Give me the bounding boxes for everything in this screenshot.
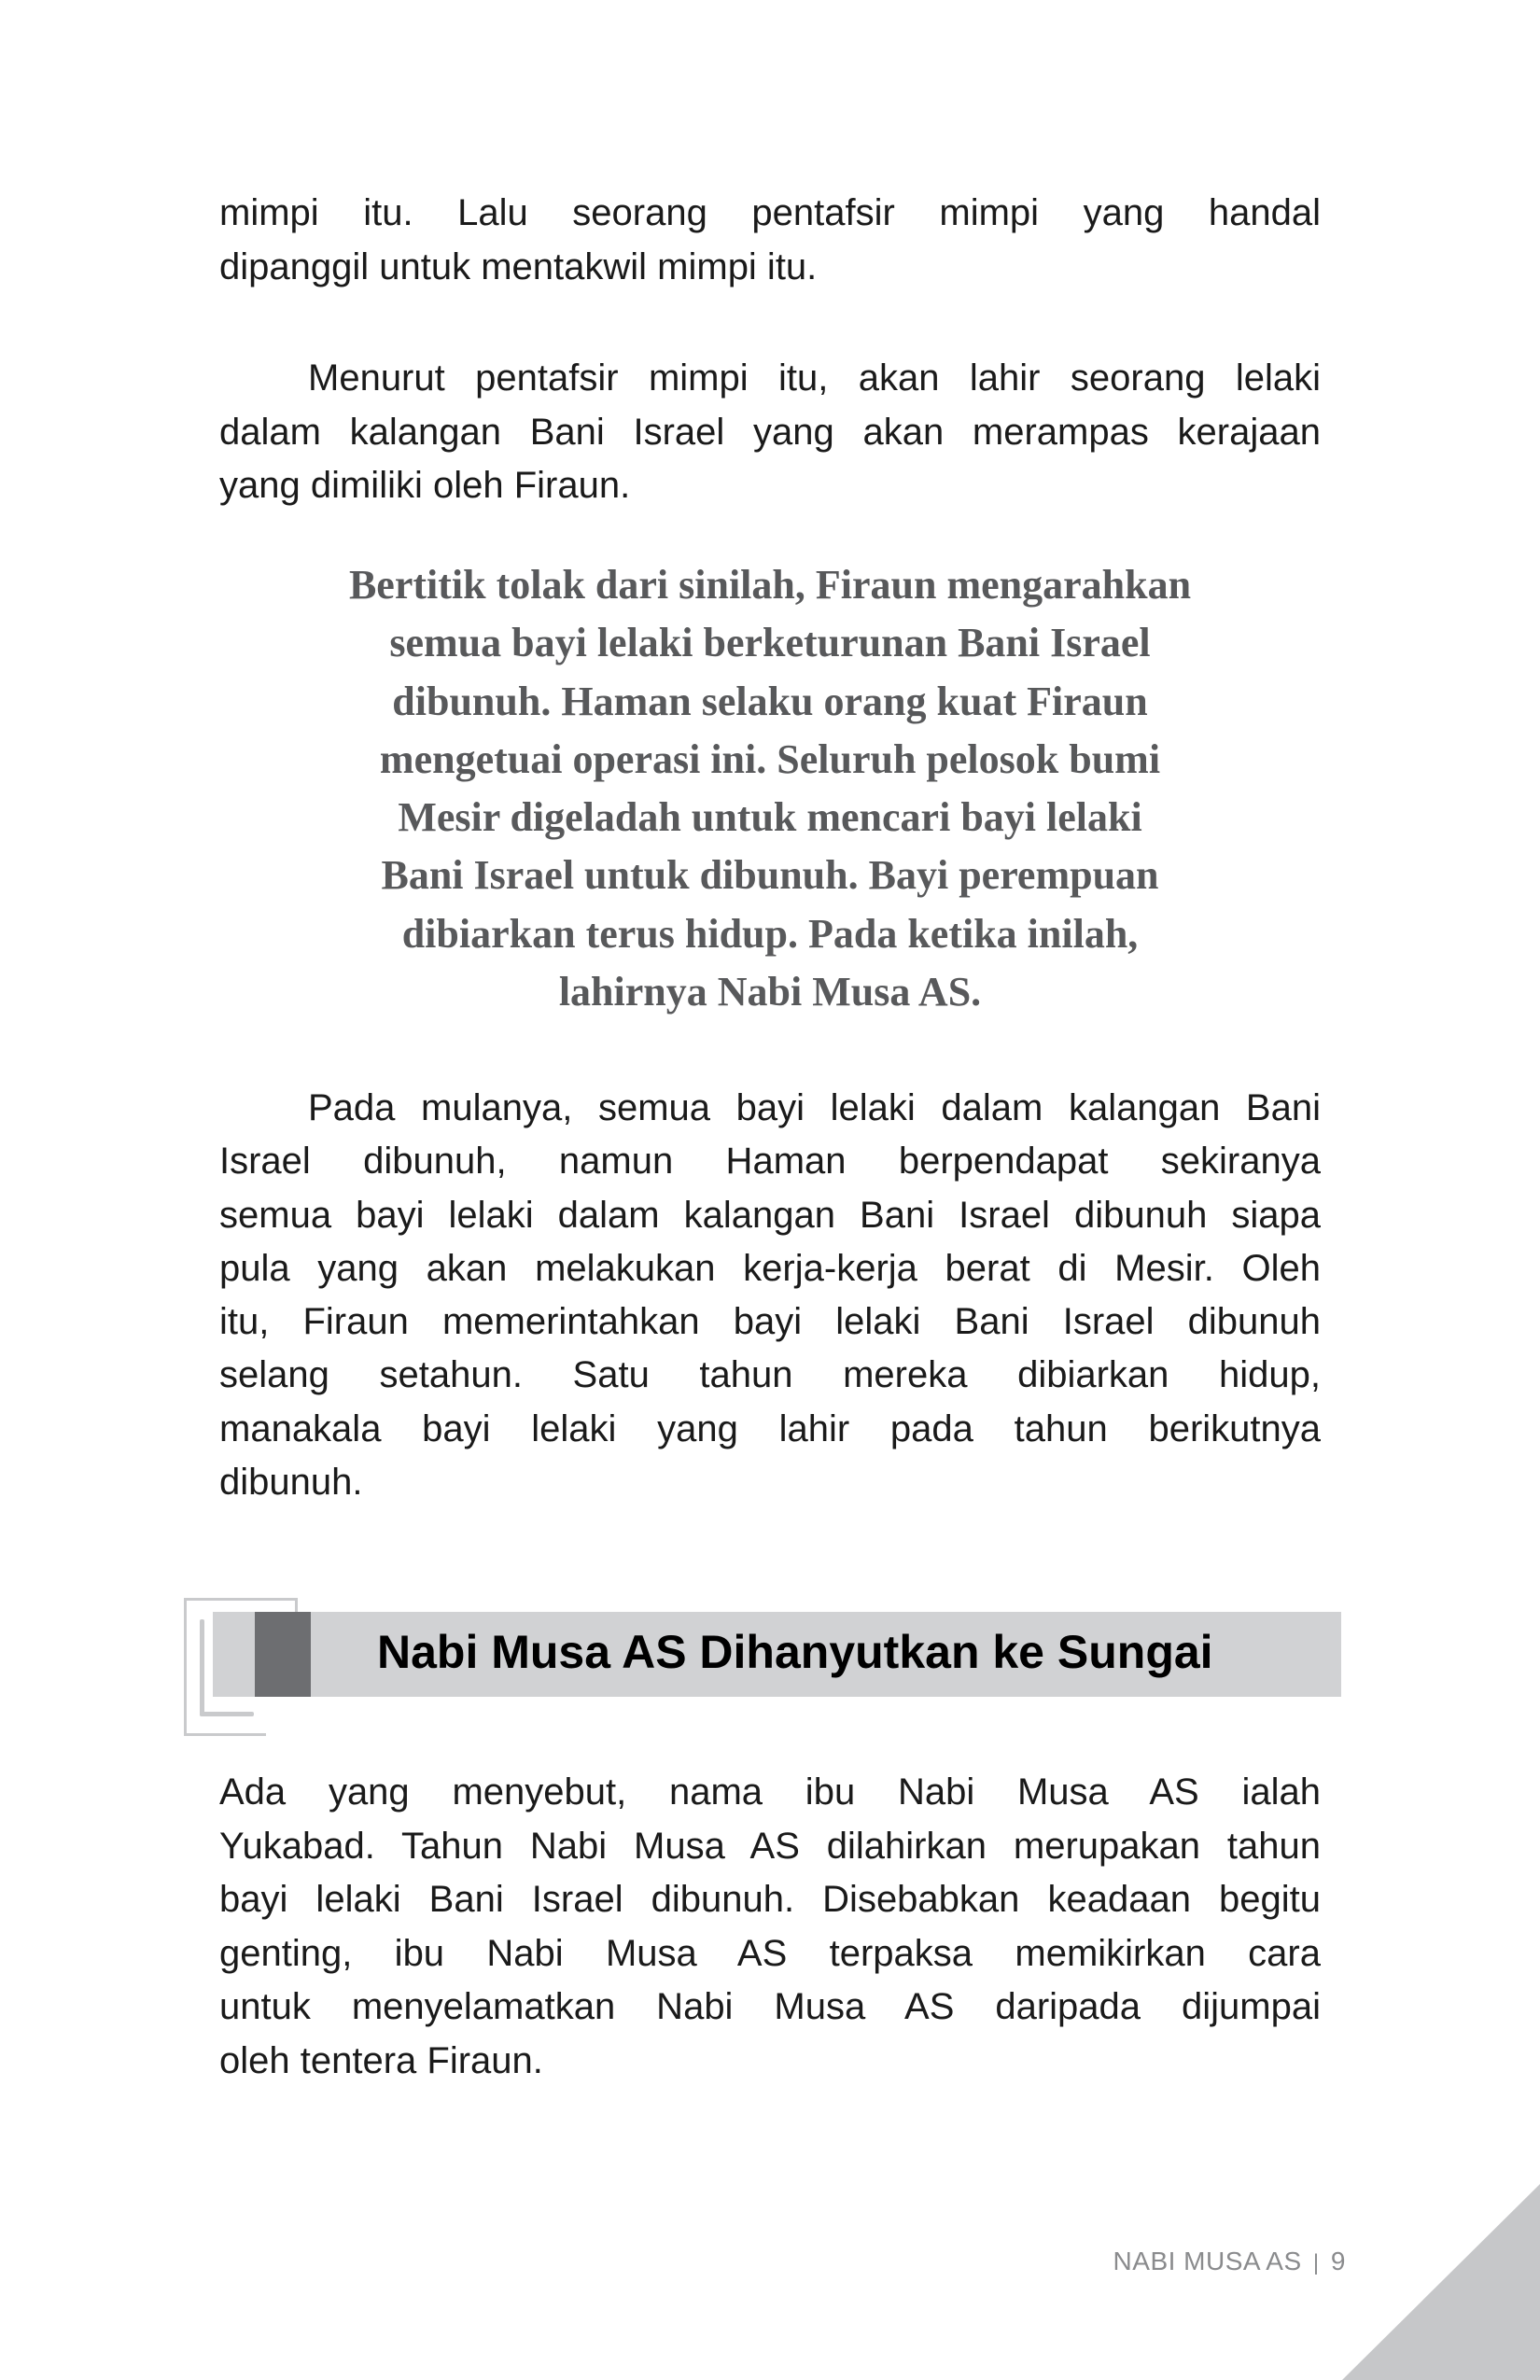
running-title: NABI MUSA AS	[1113, 2247, 1302, 2275]
quote-line: Mesir digeladah untuk mencari bayi lelaki	[398, 794, 1142, 841]
text-line: semua bayi lelaki dalam kalangan Bani Israel dibunuh siapa	[219, 1194, 1321, 1236]
text-line: Israel dibunuh, namun Haman berpendapat sekiranya	[219, 1141, 1321, 1183]
text-line: dalam kalangan Bani Israel yang akan merampas kerajaan	[219, 411, 1321, 453]
text-line: Menurut pentafsir mimpi itu, akan lahir seorang lelaki	[308, 357, 1321, 399]
text-line: Pada mulanya, semua bayi lelaki dalam kalangan Bani	[308, 1087, 1321, 1128]
quote-line: Bani Israel untuk dibunuh. Bayi perempuan	[381, 852, 1159, 899]
bracket-inner-horizontal	[200, 1712, 254, 1716]
text-line: itu, Firaun memerintahkan bayi lelaki Bani Israel dibunuh	[219, 1301, 1321, 1343]
quote-line: dibunuh. Haman selaku orang kuat Firaun	[392, 678, 1148, 724]
text-line: manakala bayi lelaki yang lahir pada tahun berikutnya	[219, 1407, 1321, 1449]
text-line: pula yang akan melakukan kerja-kerja berat di Mesir. Oleh	[219, 1247, 1321, 1289]
quote-line: dibiarkan terus hidup. Pada ketika inilah,	[401, 910, 1139, 957]
pull-quote	[219, 556, 1321, 1021]
page-number: 9	[1330, 2247, 1346, 2275]
text-line: selang setahun. Satu tahun mereka dibiarkan hidup,	[219, 1354, 1321, 1396]
text-line: Ada yang menyebut, nama ibu Nabi Musa AS ialah	[219, 1771, 1321, 1813]
paragraph-1	[219, 187, 1321, 294]
text-line: genting, ibu Nabi Musa AS terpaksa memikirkan cara	[219, 1932, 1321, 1974]
text-line: mimpi itu. Lalu seorang pentafsir mimpi yang handal	[219, 192, 1321, 233]
bracket-outer-tick	[295, 1598, 298, 1613]
text-line: Yukabad. Tahun Nabi Musa AS dilahirkan merupakan tahun	[219, 1825, 1321, 1867]
quote-line: Bertitik tolak dari sinilah, Firaun mengarahkan	[348, 562, 1192, 608]
paragraph-4	[219, 1766, 1321, 2089]
bracket-inner-vertical	[200, 1619, 204, 1716]
text-line: bayi lelaki Bani Israel dibunuh. Disebabkan keadaan begitu	[219, 1879, 1321, 1921]
quote-line: lahirnya Nabi Musa AS.	[558, 969, 982, 1015]
paragraph-2	[219, 352, 1321, 513]
bracket-outer-bottom	[184, 1733, 266, 1736]
text-line: dipanggil untuk mentakwil mimpi itu.	[219, 245, 818, 287]
text-line: dibunuh.	[219, 1462, 363, 1504]
text-line: oleh tentera Firaun.	[219, 2039, 543, 2081]
section-title: Nabi Musa AS Dihanyutkan ke Sungai	[377, 1626, 1213, 1678]
page-footer	[1113, 2247, 1346, 2277]
heading-accent-block	[255, 1612, 311, 1697]
text-line: yang dimiliki oleh Firaun.	[219, 465, 631, 506]
corner-triangle-decoration	[1342, 2184, 1540, 2380]
text-line: untuk menyelamatkan Nabi Musa AS daripada dijumpai	[219, 1986, 1321, 2028]
quote-line: semua bayi lelaki berketurunan Bani Israel	[389, 620, 1151, 666]
quote-line: mengetuai operasi ini. Seluruh pelosok bumi	[379, 735, 1161, 782]
paragraph-3	[219, 1082, 1321, 1509]
footer-separator: |	[1312, 2250, 1320, 2275]
